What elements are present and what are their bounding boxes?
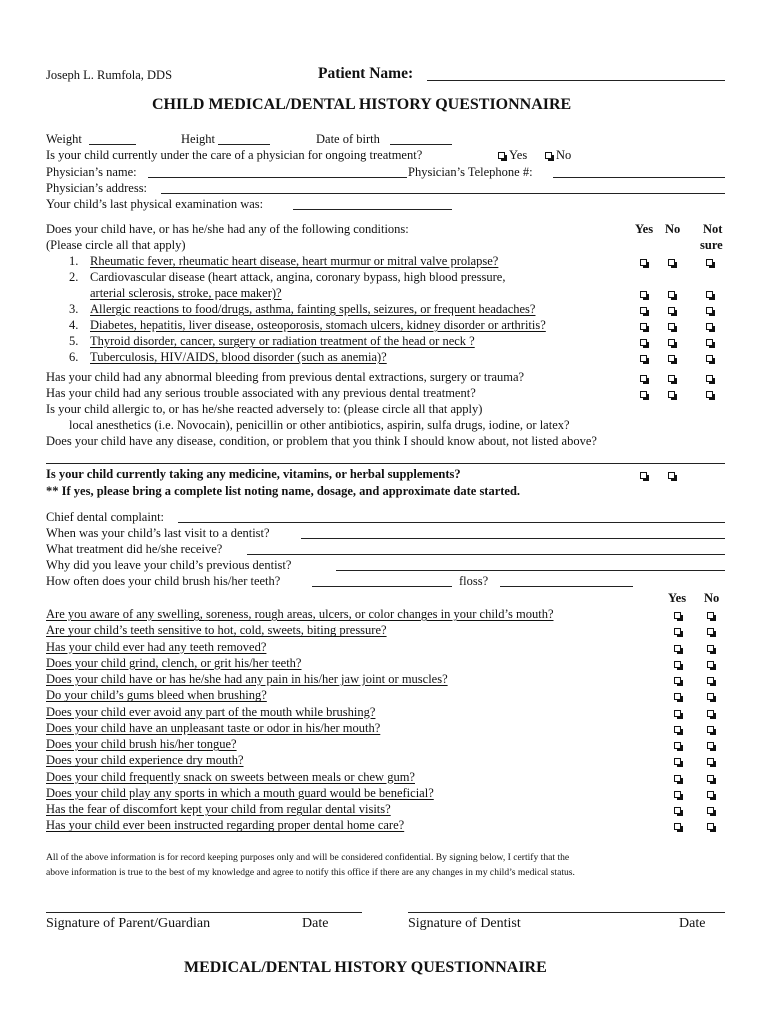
condition-number: 6.	[69, 350, 79, 364]
patient-name-label: Patient Name:	[318, 65, 414, 82]
dental-no-checkbox[interactable]	[707, 775, 714, 782]
condition-number: 2.	[69, 270, 79, 284]
dental-yes-checkbox[interactable]	[674, 710, 681, 717]
condition-item: Thyroid disorder, cancer, surgery or radiation treatment of the head or neck ?	[90, 334, 475, 348]
condition-not-sure-checkbox[interactable]	[706, 355, 713, 362]
height-label: Height	[181, 132, 216, 146]
dental-yes-checkbox[interactable]	[674, 628, 681, 635]
disclaimer-line-1: All of the above information is for record keeping purposes only and will be considered confidential. By signing below, I certify that the	[46, 852, 570, 863]
dental-no-checkbox[interactable]	[707, 758, 714, 765]
dental-yes-checkbox[interactable]	[674, 758, 681, 765]
dental-question: Does your child frequently snack on sweets between meals or chew gum?	[46, 769, 415, 784]
allergic-question: Is your child allergic to, or has he/she reacted adversely to: (please circle all that apply)	[46, 402, 483, 416]
dental-no-checkbox[interactable]	[707, 693, 714, 700]
why-leave-label: Why did you leave your child’s previous dentist?	[46, 558, 292, 572]
dental-no-checkbox[interactable]	[707, 677, 714, 684]
under-care-yes[interactable]	[498, 148, 527, 163]
dental-question: Does your child have or has he/she had any pain in his/her jaw joint or muscles?	[46, 672, 448, 686]
dental-question: Are you aware of any swelling, soreness, rough areas, ulcers, or color changes in your child’s mouth?	[46, 607, 554, 621]
weight-field[interactable]	[89, 144, 136, 145]
trouble-not-sure-checkbox[interactable]	[706, 391, 713, 398]
conditions-question: Does your child have, or has he/she had any of the following conditions:	[46, 222, 409, 236]
dental-col-no: No	[704, 591, 720, 605]
dental-yes-checkbox[interactable]	[674, 612, 681, 619]
condition-no-checkbox[interactable]	[668, 307, 675, 314]
dental-no-checkbox[interactable]	[707, 710, 714, 717]
under-care-question: Is your child currently under the care of a physician for ongoing treatment?	[46, 148, 423, 162]
form-title: CHILD MEDICAL/DENTAL HISTORY QUESTIONNAIRE	[152, 96, 572, 113]
condition-number: 5.	[69, 334, 79, 348]
date-label-1: Date	[302, 916, 329, 931]
trouble-yes-checkbox[interactable]	[640, 391, 647, 398]
no-label: No	[556, 148, 572, 162]
condition-yes-checkbox[interactable]	[640, 339, 647, 346]
parent-signature-line[interactable]	[46, 912, 362, 913]
condition-no-checkbox[interactable]	[668, 339, 675, 346]
dentist-signature-line[interactable]	[408, 912, 725, 913]
condition-yes-checkbox[interactable]	[640, 307, 647, 314]
complaint-field[interactable]	[178, 522, 725, 523]
dental-yes-checkbox[interactable]	[674, 823, 681, 830]
treatment-field[interactable]	[247, 554, 725, 555]
condition-item: Allergic reactions to food/drugs, asthma, fainting spells, seizures, or frequent headaches?	[90, 302, 536, 316]
condition-no-checkbox[interactable]	[668, 259, 675, 266]
allergic-list: local anesthetics (i.e. Novocain), penicillin or other antibiotics, aspirin, sulfa drugs, iodine, or latex?	[69, 418, 570, 432]
physician-phone-field[interactable]	[553, 177, 725, 178]
condition-number: 1.	[69, 254, 79, 268]
medicine-no-checkbox[interactable]	[668, 472, 675, 479]
condition-item: Diabetes, hepatitis, liver disease, osteoporosis, stomach ulcers, kidney disorder or arthritis?	[90, 318, 546, 332]
yes-label: Yes	[509, 148, 528, 162]
condition-item: Tuberculosis, HIV/AIDS, blood disorder (such as anemia)?	[90, 350, 387, 364]
condition-yes-checkbox[interactable]	[640, 259, 647, 266]
condition-not-sure-checkbox[interactable]	[706, 339, 713, 346]
dental-question: Does your child have an unpleasant taste or odor in his/her mouth?	[46, 720, 381, 735]
col-not-header: Not	[703, 222, 723, 236]
dental-no-checkbox[interactable]	[707, 726, 714, 733]
complaint-label: Chief dental complaint:	[46, 510, 165, 524]
dental-no-checkbox[interactable]	[707, 612, 714, 619]
checkbox-icon	[498, 152, 505, 159]
height-field[interactable]	[218, 144, 270, 145]
condition-yes-checkbox[interactable]	[640, 323, 647, 330]
bleeding-no-checkbox[interactable]	[668, 375, 675, 382]
dental-yes-checkbox[interactable]	[674, 791, 681, 798]
dental-question: Does your child brush his/her tongue?	[46, 737, 237, 751]
condition-not-sure-checkbox[interactable]	[706, 259, 713, 266]
dental-question: Has your child ever been instructed regarding proper dental home care?	[46, 818, 405, 833]
other-disease-question: Does your child have any disease, condition, or problem that you think I should know about, not listed above?	[46, 434, 597, 448]
bleeding-question: Has your child had any abnormal bleeding from previous dental extractions, surgery or trauma?	[46, 370, 525, 384]
disclaimer-line-2: above information is true to the best of my knowledge and agree to notify this office if there are any changes in my child’s medical status.	[46, 867, 575, 878]
circle-instruction: (Please circle all that apply)	[46, 238, 186, 252]
col-sure-header: sure	[700, 238, 723, 252]
dental-no-checkbox[interactable]	[707, 661, 714, 668]
dental-question: Do your child’s gums bleed when brushing?	[46, 688, 267, 703]
condition-item: arterial sclerosis, stroke, pace maker)?	[90, 286, 282, 300]
dental-no-checkbox[interactable]	[707, 628, 714, 635]
condition-no-checkbox[interactable]	[668, 323, 675, 330]
dental-yes-checkbox[interactable]	[674, 661, 681, 668]
dental-question: Does your child ever avoid any part of the mouth while brushing?	[46, 704, 376, 719]
dentist-signature-label: Signature of Dentist	[408, 916, 521, 931]
dental-no-checkbox[interactable]	[707, 742, 714, 749]
brush-field[interactable]	[312, 586, 452, 587]
dental-yes-checkbox[interactable]	[674, 742, 681, 749]
dental-col-yes: Yes	[668, 591, 687, 605]
dental-yes-checkbox[interactable]	[674, 807, 681, 814]
treatment-label: What treatment did he/she receive?	[46, 542, 223, 556]
bleeding-not-sure-checkbox[interactable]	[706, 375, 713, 382]
condition-yes-checkbox[interactable]	[640, 355, 647, 362]
date-label-2: Date	[679, 916, 706, 931]
dental-yes-checkbox[interactable]	[674, 775, 681, 782]
dental-question: Does your child experience dry mouth?	[46, 753, 244, 768]
condition-not-sure-checkbox[interactable]	[706, 323, 713, 330]
col-no-header: No	[665, 222, 681, 236]
condition-item: Cardiovascular disease (heart attack, angina, coronary bypass, high blood pressure,	[90, 270, 506, 284]
dental-yes-checkbox[interactable]	[674, 726, 681, 733]
brush-label: How often does your child brush his/her teeth?	[46, 574, 281, 588]
dental-no-checkbox[interactable]	[707, 645, 714, 652]
dental-question: Does your child grind, clench, or grit his/her teeth?	[46, 655, 302, 670]
checkbox-icon	[545, 152, 552, 159]
medicine-note: ** If yes, please bring a complete list noting name, dosage, and approximate date started.	[46, 484, 521, 498]
parent-signature-label: Signature of Parent/Guardian	[46, 916, 211, 931]
dob-label: Date of birth	[316, 132, 380, 146]
dental-no-checkbox[interactable]	[707, 791, 714, 798]
dental-question: Does your child play any sports in which a mouth guard would be beneficial?	[46, 785, 434, 800]
physician-address-field[interactable]	[161, 193, 725, 194]
dental-no-checkbox[interactable]	[707, 823, 714, 830]
weight-label: Weight	[46, 132, 82, 146]
patient-name-field[interactable]	[427, 80, 725, 81]
condition-yes-checkbox[interactable]	[640, 291, 647, 298]
physician-name-label: Physician’s name:	[46, 165, 137, 179]
last-exam-label: Your child’s last physical examination was:	[46, 197, 264, 211]
dental-question: Are your child’s teeth sensitive to hot, cold, sweets, biting pressure?	[46, 623, 387, 638]
bottom-title: MEDICAL/DENTAL HISTORY QUESTIONNAIRE	[184, 959, 547, 976]
physician-address-label: Physician’s address:	[46, 181, 148, 195]
physician-phone-label: Physician’s Telephone #:	[408, 165, 533, 179]
condition-no-checkbox[interactable]	[668, 355, 675, 362]
dental-no-checkbox[interactable]	[707, 807, 714, 814]
last-visit-label: When was your child’s last visit to a dentist?	[46, 526, 270, 540]
medicine-question: Is your child currently taking any medicine, vitamins, or herbal supplements?	[46, 467, 461, 481]
dental-yes-checkbox[interactable]	[674, 677, 681, 684]
floss-label: floss?	[459, 574, 489, 588]
col-yes-header: Yes	[635, 222, 654, 236]
dental-yes-checkbox[interactable]	[674, 693, 681, 700]
under-care-no[interactable]	[545, 148, 571, 163]
bleeding-yes-checkbox[interactable]	[640, 375, 647, 382]
condition-number: 3.	[69, 302, 79, 316]
condition-not-sure-checkbox[interactable]	[706, 307, 713, 314]
last-visit-field[interactable]	[301, 538, 725, 539]
dental-question: Has your child ever had any teeth removed?	[46, 639, 267, 654]
why-leave-field[interactable]	[336, 570, 725, 571]
trouble-question: Has your child had any serious trouble associated with any previous dental treatment?	[46, 386, 476, 400]
trouble-no-checkbox[interactable]	[668, 391, 675, 398]
floss-field[interactable]	[500, 586, 633, 587]
doctor-name: Joseph L. Rumfola, DDS	[46, 68, 173, 82]
condition-not-sure-checkbox[interactable]	[706, 291, 713, 298]
dental-question: Has the fear of discomfort kept your child from regular dental visits?	[46, 802, 391, 816]
condition-number: 4.	[69, 318, 79, 332]
medicine-yes-checkbox[interactable]	[640, 472, 647, 479]
dob-field[interactable]	[390, 144, 452, 145]
other-disease-field[interactable]	[46, 463, 725, 464]
last-exam-field[interactable]	[293, 209, 452, 210]
dental-yes-checkbox[interactable]	[674, 645, 681, 652]
physician-name-field[interactable]	[148, 177, 407, 178]
condition-item: Rheumatic fever, rheumatic heart disease, heart murmur or mitral valve prolapse?	[90, 254, 499, 268]
condition-no-checkbox[interactable]	[668, 291, 675, 298]
